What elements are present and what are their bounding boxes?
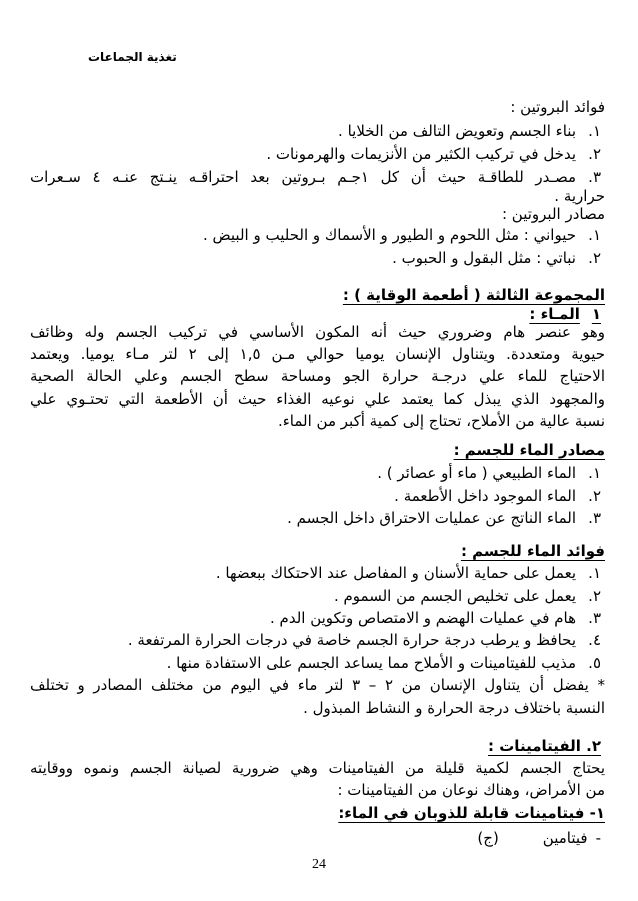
paragraph-line: نسبة عالية من الأملاح، تحتاج إلى كمية أكبر من الماء. — [277, 412, 605, 430]
water-benefits-heading — [30, 540, 605, 562]
list-number: ٢. — [588, 145, 601, 163]
paragraph-line: من الأمراض، وهناك نوعان من الفيتامينات : — [337, 781, 605, 799]
list-item — [30, 462, 605, 484]
water-heading-number: ١ — [591, 305, 601, 323]
list-text: الماء الموجود داخل الأطعمة . — [394, 487, 576, 505]
list-text: مذيب للفيتامينات و الأملاح مما يساعد الجسم على الاستفادة منها . — [166, 654, 576, 672]
list-text: الماء الطبيعي ( ماء أو عصائر ) . — [377, 464, 576, 482]
running-header: تغذية الجماعات — [88, 50, 177, 64]
note-line: النسبة باختلاف درجة الحرارة و النشاط المبذول . — [303, 699, 605, 717]
list-number: ١. — [588, 464, 601, 482]
water-sources-heading-text: مصادر الماء للجسم : — [453, 441, 605, 459]
list-text: يعمل على حماية الأسنان و المفاصل عند الاحتكاك ببعضها . — [215, 564, 576, 582]
list-item — [30, 247, 605, 269]
protein-benefits-heading: فوائد البروتين : — [510, 98, 605, 116]
list-text: بناء الجسم وتعويض التالف من الخلايا . — [338, 122, 576, 140]
list-item — [30, 607, 605, 629]
list-text: حيواني : مثل اللحوم و الطيور و الأسماك و الحليب و البيض . — [202, 226, 576, 244]
list-item — [30, 507, 605, 529]
list-number: ٣. — [588, 168, 601, 186]
note-line: * يفضل أن يتناول الإنسان من ٢ – ٣ لتر ماء في اليوم من مختلف المصادر و تختلف — [30, 676, 606, 694]
page-number: 24 — [312, 857, 326, 872]
water-heading-label: المـاء : — [529, 305, 580, 323]
list-item — [30, 224, 605, 246]
vitamins-subheading-text: ١- فيتامينات قابلة للذوبان في الماء: — [338, 804, 605, 822]
vitamin-item — [30, 827, 605, 849]
list-text: يعمل على تخليص الجسم من السموم . — [333, 587, 576, 605]
paragraph-line: الاحتياج للماء علي درجـة حرارة الجو ومساحة سطح الجسم وعلي الحالة الصحية — [30, 367, 605, 385]
list-text: هام في عمليات الهضم و الامتصاص وتكوين الدم . — [270, 609, 576, 627]
list-number: ١. — [588, 564, 601, 582]
vitamin-name: فيتامين — [542, 829, 588, 847]
list-text: يحافظ و يرطب درجة حرارة الجسم خاصة في درجات الحرارة المرتفعة . — [127, 631, 576, 649]
paragraph-line: يحتاج الجسم لكمية قليلة من الفيتامينات وهي ضرورية لصيانة الجسم ونموه ووقايته — [30, 759, 605, 777]
list-text: الماء الناتج عن عمليات الاحتراق داخل الجسم . — [287, 509, 576, 527]
list-item — [30, 120, 605, 142]
list-number: ١. — [588, 226, 601, 244]
paragraph-line: والمجهود الذي يبذل كما يعتمد علي نوعيه الغذاء حيث أن الأطعمة التي تحتـوي علي — [30, 390, 605, 408]
vitamins-heading — [30, 735, 605, 757]
vitamins-subheading — [30, 802, 605, 824]
paragraph-line: وهو عنصر هام وضروري حيث أنه المكون الأساسي في تركيب الجسم وله وظائف — [30, 323, 605, 341]
list-text: يدخل في تركيب الكثير من الأنزيمات والهرمونات . — [266, 145, 576, 163]
list-item — [30, 143, 605, 165]
list-number: ٣. — [588, 509, 601, 527]
list-number: ٢. — [588, 249, 601, 267]
list-number: ١. — [588, 122, 601, 140]
list-number: ٤. — [588, 631, 601, 649]
list-item — [30, 485, 605, 507]
section-heading-text: المجموعة الثالثة ( أطعمة الوقاية ) : — [342, 286, 605, 304]
water-sources-heading — [30, 439, 605, 461]
vitamin-letter: (ج) — [477, 829, 499, 847]
list-text: مصـدر للطاقـة حيث أن كل ١جـم بـروتين بعد احتراقـه ينـتج عنـه ٤ سـعرات — [30, 168, 576, 186]
list-number: ٥. — [588, 654, 601, 672]
list-text-continued: حرارية . — [554, 187, 605, 205]
list-number: ٣. — [588, 609, 601, 627]
list-number: ٢. — [588, 487, 601, 505]
list-item — [30, 629, 605, 651]
list-item — [30, 652, 605, 674]
list-item — [30, 585, 605, 607]
bullet-dash: - — [595, 829, 601, 847]
list-item — [30, 562, 605, 584]
protein-sources-heading: مصادر البروتين : — [501, 205, 605, 223]
water-benefits-heading-text: فوائد الماء للجسم : — [460, 542, 605, 560]
list-number: ٢. — [588, 587, 601, 605]
paragraph-line: حيوية ومتعددة. ويتناول الإنسان يوميا حوالي مـن ١,٥ إلى ٢ لتر مـاء يوميا. ويعتمد — [30, 345, 605, 363]
vitamins-heading-text: ٢. الفيتامينات : — [488, 737, 601, 755]
list-text: نباتي : مثل البقول و الحبوب . — [392, 249, 576, 267]
